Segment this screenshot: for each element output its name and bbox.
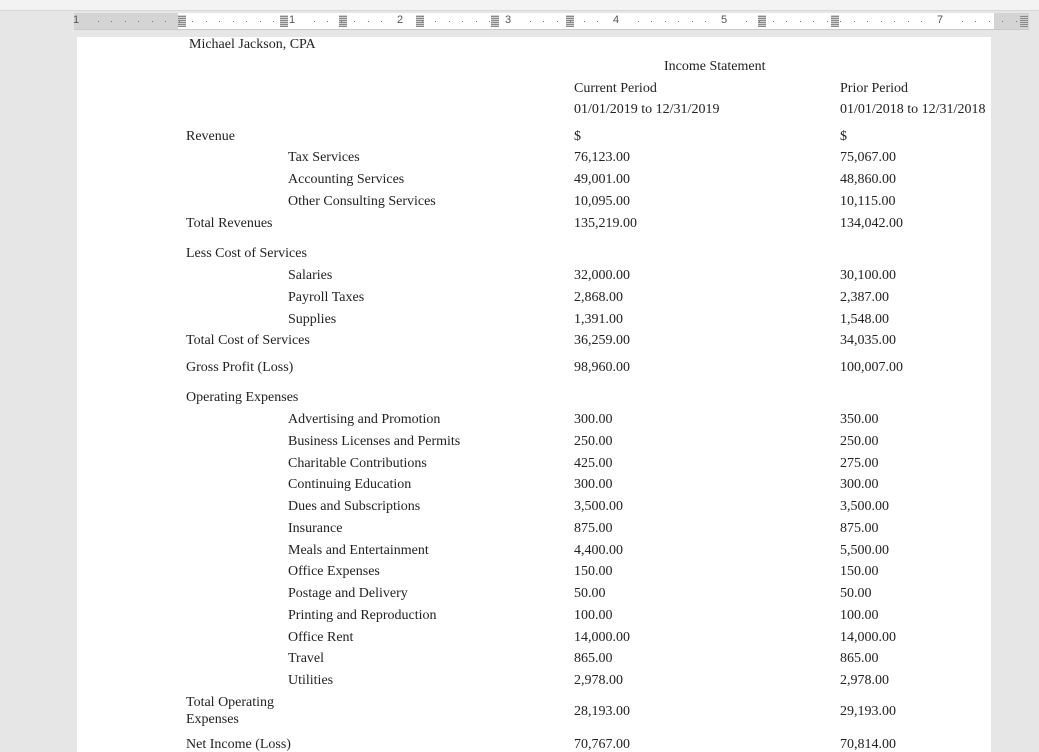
ruler-tick	[152, 21, 153, 22]
current-value: 250.00	[574, 434, 613, 449]
current-period-range: 01/01/2019 to 12/31/2019	[574, 102, 720, 117]
prior-value: 2,387.00	[840, 290, 889, 305]
cost-of-services-heading: Less Cost of Services	[186, 246, 307, 261]
ruler-tick	[840, 21, 841, 22]
current-value: 875.00	[574, 521, 613, 536]
ruler-mark: 7	[937, 14, 944, 26]
current-value: 14,000.00	[574, 630, 630, 645]
gross-profit-current: 98,960.00	[574, 360, 630, 375]
total-revenues-current: 135,219.00	[574, 216, 637, 231]
total-operating-expenses-current: 28,193.00	[574, 704, 630, 719]
ruler-tick	[449, 21, 450, 22]
line-item-label: Utilities	[288, 673, 334, 688]
current-value: 100.00	[574, 608, 613, 623]
ruler-tick	[962, 21, 963, 22]
ruler-tick	[314, 21, 315, 22]
ruler-tick	[867, 21, 868, 22]
ruler-tick	[125, 21, 126, 22]
line-item-label: Continuing Education	[288, 477, 412, 492]
ruler-tick	[800, 21, 801, 22]
ruler-tick	[557, 21, 558, 22]
ruler-tick	[1002, 21, 1003, 22]
prior-period-range: 01/01/2018 to 12/31/2018	[840, 102, 986, 117]
ruler-tick	[759, 21, 760, 22]
ruler-tick	[381, 21, 382, 22]
operating-expenses-heading: Operating Expenses	[186, 390, 299, 405]
line-item-label: Meals and Entertainment	[288, 543, 429, 558]
gross-profit-prior: 100,007.00	[840, 360, 903, 375]
currency-symbol: $	[840, 129, 847, 144]
prior-value: 30,100.00	[840, 268, 896, 283]
gross-profit-label: Gross Profit (Loss)	[186, 360, 294, 375]
line-item-label: Other Consulting Services	[288, 194, 436, 209]
line-item-label: Tax Services	[288, 150, 360, 165]
ruler-tick	[894, 21, 895, 22]
ruler-tick	[638, 21, 639, 22]
total-cost-prior: 34,035.00	[840, 333, 896, 348]
ruler-tick	[773, 21, 774, 22]
ruler-tick	[746, 21, 747, 22]
indent-marker[interactable]	[280, 15, 288, 27]
tab-stop-marker[interactable]	[491, 15, 499, 27]
ruler-tick	[435, 21, 436, 22]
ruler-tick	[98, 21, 99, 22]
line-item-label: Accounting Services	[288, 172, 405, 187]
ruler-tick	[975, 21, 976, 22]
current-value: 49,001.00	[574, 172, 630, 187]
ruler-tick	[422, 21, 423, 22]
ruler-tick	[692, 21, 693, 22]
ruler-mark: 1	[289, 14, 296, 26]
prior-period-label: Prior Period	[840, 81, 909, 96]
current-value: 300.00	[574, 477, 613, 492]
ruler-tick	[368, 21, 369, 22]
current-period-label: Current Period	[574, 81, 657, 96]
current-value: 76,123.00	[574, 150, 630, 165]
current-value: 425.00	[574, 456, 613, 471]
ruler-tick	[260, 21, 261, 22]
net-income-prior: 70,814.00	[840, 737, 896, 752]
tab-stop-marker[interactable]	[831, 15, 839, 27]
line-item-label: Travel	[288, 651, 325, 666]
prior-value: 865.00	[840, 651, 879, 666]
line-item-label: Postage and Delivery	[288, 586, 408, 601]
ruler-tick	[462, 21, 463, 22]
preparer-name: Michael Jackson, CPA	[189, 37, 316, 52]
ruler-tick	[584, 21, 585, 22]
current-value: 2,978.00	[574, 673, 623, 688]
line-item-label: Insurance	[288, 521, 343, 536]
prior-value: 75,067.00	[840, 150, 896, 165]
prior-value: 150.00	[840, 564, 879, 579]
line-item-label: Payroll Taxes	[288, 290, 365, 305]
ruler-tick	[179, 21, 180, 22]
ruler-tick	[543, 21, 544, 22]
line-item-label: Printing and Reproduction	[288, 608, 437, 623]
total-operating-expenses-prior: 29,193.00	[840, 704, 896, 719]
ruler-tick	[192, 21, 193, 22]
total-operating-expenses-label-line2: Expenses	[186, 712, 239, 727]
prior-value: 50.00	[840, 586, 872, 601]
ruler-tick	[233, 21, 234, 22]
ruler-tick	[881, 21, 882, 22]
ruler-tick	[705, 21, 706, 22]
line-item-label: Office Rent	[288, 630, 354, 645]
ruler-mark: 4	[613, 14, 620, 26]
current-value: 4,400.00	[574, 543, 623, 558]
current-value: 10,095.00	[574, 194, 630, 209]
ruler-tick	[530, 21, 531, 22]
prior-value: 10,115.00	[840, 194, 896, 209]
line-item-label: Office Expenses	[288, 564, 380, 579]
ruler-left-margin	[74, 13, 178, 29]
current-value: 2,868.00	[574, 290, 623, 305]
ruler-mark: 3	[505, 14, 512, 26]
ruler-tick	[165, 21, 166, 22]
ruler-tick	[206, 21, 207, 22]
current-value: 32,000.00	[574, 268, 630, 283]
statement-title: Income Statement	[664, 59, 766, 74]
ruler-tick	[854, 21, 855, 22]
current-value: 300.00	[574, 412, 613, 427]
current-value: 150.00	[574, 564, 613, 579]
ruler-tick	[908, 21, 909, 22]
total-revenues-label: Total Revenues	[186, 216, 273, 231]
ruler-tick	[219, 21, 220, 22]
ruler-tick	[111, 21, 112, 22]
line-item-label: Supplies	[288, 312, 337, 327]
prior-value: 3,500.00	[840, 499, 889, 514]
document-page[interactable]	[77, 37, 991, 752]
prior-value: 350.00	[840, 412, 879, 427]
prior-value: 300.00	[840, 477, 879, 492]
ruler-tick	[921, 21, 922, 22]
ruler-mark: 5	[721, 14, 728, 26]
ruler-tick	[786, 21, 787, 22]
ruler-tick	[476, 21, 477, 22]
net-income-current: 70,767.00	[574, 737, 630, 752]
ruler-tick	[246, 21, 247, 22]
right-indent-marker[interactable]	[1020, 15, 1028, 27]
ruler-tick	[597, 21, 598, 22]
prior-value: 14,000.00	[840, 630, 896, 645]
line-item-label: Business Licenses and Permits	[288, 434, 461, 449]
line-item-label: Advertising and Promotion	[288, 412, 441, 427]
total-operating-expenses-label-line1: Total Operating	[186, 695, 275, 710]
prior-value: 275.00	[840, 456, 879, 471]
ruler-tick	[989, 21, 990, 22]
ruler-tick	[489, 21, 490, 22]
ruler-tick	[1016, 21, 1017, 22]
current-value: 1,391.00	[574, 312, 623, 327]
ruler-tick	[827, 21, 828, 22]
total-revenues-prior: 134,042.00	[840, 216, 903, 231]
ruler-tick	[813, 21, 814, 22]
total-cost-label: Total Cost of Services	[186, 333, 310, 348]
ruler-tick	[327, 21, 328, 22]
window-top-strip	[0, 0, 1039, 11]
prior-value: 2,978.00	[840, 673, 889, 688]
ruler-tick	[651, 21, 652, 22]
ruler-tick	[570, 21, 571, 22]
ruler-mark: 1	[73, 14, 80, 26]
prior-value: 1,548.00	[840, 312, 889, 327]
prior-value: 48,860.00	[840, 172, 896, 187]
current-value: 865.00	[574, 651, 613, 666]
ruler-tick	[678, 21, 679, 22]
prior-value: 875.00	[840, 521, 879, 536]
line-item-label: Dues and Subscriptions	[288, 499, 421, 514]
ruler-tick	[138, 21, 139, 22]
revenue-heading: Revenue	[186, 129, 235, 144]
prior-value: 100.00	[840, 608, 879, 623]
ruler-tick	[665, 21, 666, 22]
ruler-tick	[341, 21, 342, 22]
currency-symbol: $	[574, 129, 581, 144]
prior-value: 250.00	[840, 434, 879, 449]
horizontal-ruler[interactable]	[74, 13, 1029, 30]
ruler-mark: 2	[397, 14, 404, 26]
current-value: 3,500.00	[574, 499, 623, 514]
line-item-label: Charitable Contributions	[288, 456, 427, 471]
ruler-tick	[273, 21, 274, 22]
ruler-tick	[354, 21, 355, 22]
net-income-label: Net Income (Loss)	[186, 737, 291, 752]
current-value: 50.00	[574, 586, 606, 601]
prior-value: 5,500.00	[840, 543, 889, 558]
total-cost-current: 36,259.00	[574, 333, 630, 348]
line-item-label: Salaries	[288, 268, 333, 283]
